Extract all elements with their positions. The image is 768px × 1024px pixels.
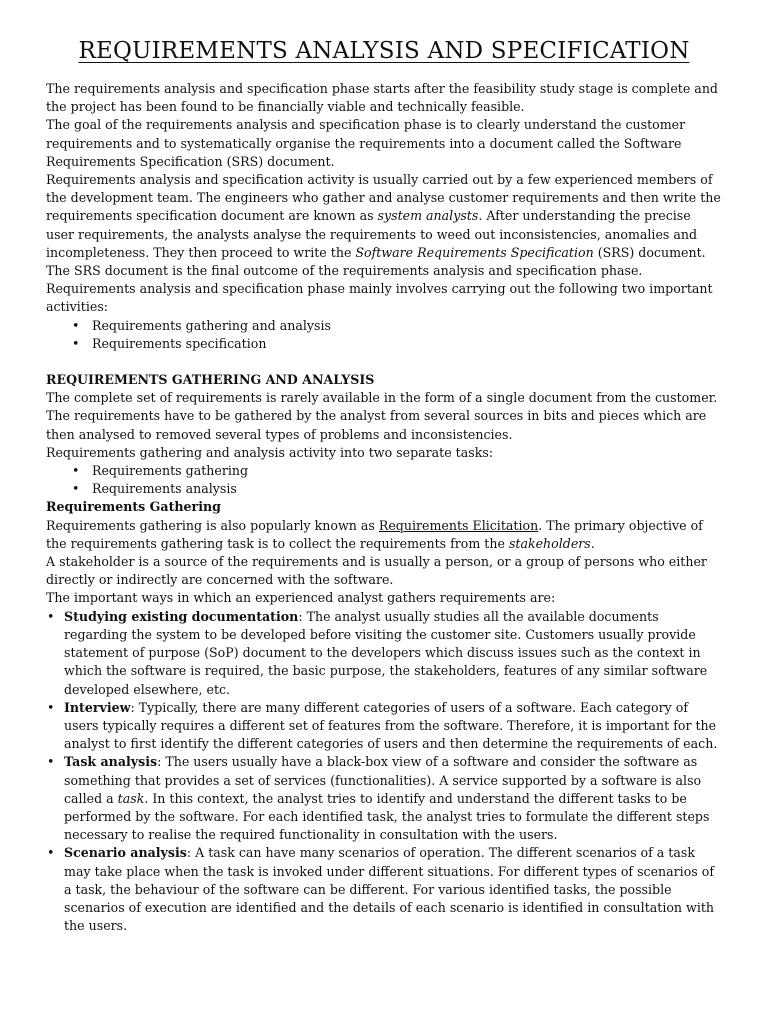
intro-p3-text-b: . After understanding the precise user requirements, the analysts analyse the requirements to weed out inconsistencies, anomalies and incompleteness. They then proceed to write the xyxy=(46,208,698,260)
list-item xyxy=(46,753,722,844)
section-heading-gathering-analysis: REQUIREMENTS GATHERING AND ANALYSIS xyxy=(46,372,375,388)
gathering-p1-text-b: . The primary objective of the requirements gathering task is to collect the requirements from the xyxy=(46,517,703,551)
gathering-analysis-paragraph-1: The complete set of requirements is rarely available in the form of a single document from the customer. The requirements have to be gathered by the analyst from several sources in bits and pieces which are then analysed to removed several types of problems and inconsistencies. xyxy=(46,390,718,442)
way-term: Task analysis xyxy=(64,754,158,770)
intro-paragraph-3 xyxy=(46,171,722,280)
gathering-paragraph-3: The important ways in which an experienced analyst gathers requirements are: xyxy=(46,590,556,606)
list-item xyxy=(46,844,722,935)
intro-paragraph-1: The requirements analysis and specification phase starts after the feasibility study stage is complete and the project has been found to be financially viable and technically feasible. xyxy=(46,81,718,115)
way-term: Interview xyxy=(64,699,131,715)
way-text: The users usually have a black-box view of a software and consider the software as something that provides a set of services (functionalities). A service supported by a software is also called a xyxy=(64,754,702,806)
list-item: • Requirements gathering and analysis xyxy=(46,317,722,335)
way-separator: : xyxy=(157,754,162,770)
intro-p3-text-a: Requirements analysis and specification activity is usually carried out by a few experienced members of the development team. The engineers who gather and analyse customer requirements and then write the requirements specification document are known as xyxy=(46,172,721,224)
way-term: Studying existing documentation xyxy=(64,608,299,624)
way-text: A task can have many scenarios of operation. The different scenarios of a task may take place when the task is invoked under different situations. For different types of scenarios of a task, the behaviour of the software can be different. For various identified tasks, the possible scenarios of execution are identified and the details of each scenario is identified in consultation with the users. xyxy=(64,845,715,934)
intro-paragraph-2: The goal of the requirements analysis and specification phase is to clearly understand the customer requirements and to systematically organise the requirements into a document called the Software Requirements Specification (SRS) document. xyxy=(46,117,686,169)
activities-list xyxy=(46,317,722,353)
subheading-requirements-gathering: Requirements Gathering xyxy=(46,499,221,515)
gathering-analysis-paragraph-2: Requirements gathering and analysis activity into two separate tasks: xyxy=(46,444,494,460)
way-term: Scenario analysis xyxy=(64,845,187,861)
list-item: • Requirements analysis xyxy=(46,480,722,498)
srs-term: Software Requirements Specification xyxy=(355,244,594,260)
way-text: Typically, there are many different categories of users of a software. Each category of users typically requires a different set of features from the software. Therefore, it is important for the analyst to first identify the different categories of users and then determine the requirements of each. xyxy=(64,699,718,752)
list-item: • Requirements gathering xyxy=(46,462,722,480)
document-title: REQUIREMENTS ANALYSIS AND SPECIFICATION xyxy=(78,38,690,64)
way-text: . In this context, the analyst tries to identify and understand the different tasks to be performed by the software. For each identified task, the analyst tries to formulate the different steps necessary to realise the required functionality in consultation with the users. xyxy=(64,790,710,843)
way-separator: : xyxy=(298,608,303,624)
requirements-elicitation-term: Requirements Elicitation xyxy=(378,517,539,533)
intro-paragraph-4: Requirements analysis and specification phase mainly involves carrying out the following two important activities: xyxy=(46,281,713,315)
way-separator: : xyxy=(186,845,192,861)
way-text: The analyst usually studies all the available documents regarding the system to be developed before visiting the customer site. Customers usually provide statement of purpose (SoP) document to the developers which discuss issues such as the context in which the software is required, the basic purpose, the stakeholders, features of any similar software developed elsewhere, etc. xyxy=(64,608,708,697)
tasks-list xyxy=(46,462,722,498)
gathering-paragraph-1 xyxy=(46,517,722,553)
gathering-p1-text-c: . xyxy=(590,535,595,551)
list-item: • Requirements specification xyxy=(46,335,722,353)
intro-p3-text-c: (SRS) document. The SRS document is the final outcome of the requirements analysis and specification phase. xyxy=(46,244,706,279)
list-item xyxy=(46,699,722,754)
gathering-paragraph-2: A stakeholder is a source of the requirements and is usually a person, or a group of persons who either directly or indirectly are concerned with the software. xyxy=(46,554,707,588)
list-item xyxy=(46,608,722,699)
system-analysts-term: system analysts xyxy=(377,208,479,224)
gathering-ways-list xyxy=(46,608,722,936)
way-separator: : xyxy=(130,699,135,715)
gathering-p1-text-a: Requirements gathering is also popularly known as xyxy=(46,517,379,533)
task-term: task xyxy=(117,790,145,806)
stakeholders-term: stakeholders xyxy=(508,535,591,551)
